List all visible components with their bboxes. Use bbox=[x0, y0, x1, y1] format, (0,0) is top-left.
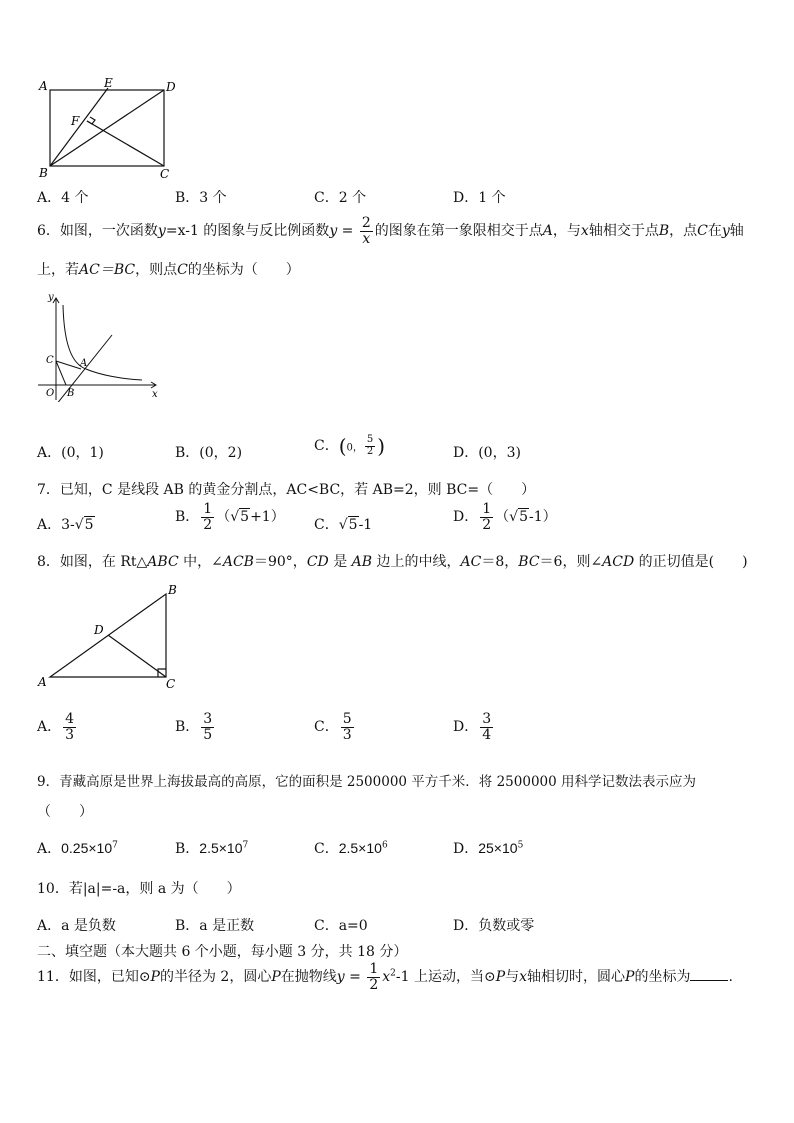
q11-stem: 11．如图，已知⊙P的半径为 2，圆心P在抛物线y = $\frac{1}{2}$ $x^2-1$ 上运动，当⊙P与x轴相切时，圆心P的坐标为 . bbox=[37, 961, 733, 993]
label-A: A bbox=[39, 79, 48, 93]
label-C: C bbox=[166, 677, 176, 691]
q7-option-d: D． $\frac{1}{2}$ （√5-1） bbox=[453, 501, 557, 533]
label-B: B bbox=[67, 388, 75, 399]
q6-option-a: A．(0，1) bbox=[37, 445, 104, 461]
label-C: C bbox=[160, 167, 170, 181]
q9-option-b: B．$2.5\times 10^7$ bbox=[175, 840, 249, 857]
label-B: B bbox=[39, 166, 48, 180]
q8-option-a: A． $\frac{4}{3}$ bbox=[37, 711, 75, 743]
q6-option-b: B．(0，2) bbox=[175, 445, 243, 461]
right-angle-mark bbox=[87, 117, 95, 124]
q9-paren: （ ） bbox=[37, 804, 93, 820]
q9-stem: 9．青藏高原是世界上海拔最高的高原，它的面积是 2500000 平方千米．将 2500000 用科学记数法表示应为 bbox=[37, 774, 697, 790]
q8-stem: 8．如图，在 Rt△ABC 中，∠ACB＝90°，CD 是 AB 边上的中线，AC＝8，BC＝6，则∠ACD 的正切值是( ) bbox=[37, 554, 748, 570]
q9-option-a: A．$0.25\times 10^7$ bbox=[37, 840, 118, 857]
q6-graph-figure bbox=[36, 290, 166, 402]
q6-option-d: D．(0，3) bbox=[453, 445, 521, 461]
q9-option-d: D．$25\times 10^5$ bbox=[453, 840, 524, 857]
segment-ca bbox=[56, 361, 81, 369]
q7-option-a: A．3-√5 bbox=[37, 517, 94, 533]
q10-option-a: A．a 是负数 bbox=[37, 918, 116, 934]
diagonal-bd bbox=[50, 90, 164, 166]
label-C: C bbox=[46, 355, 54, 366]
q5-option-a: A．4 个 bbox=[37, 190, 89, 206]
segment-cf bbox=[87, 121, 164, 166]
q6-option-c: C．(0， $\frac{5}{2}$ ) bbox=[314, 434, 386, 458]
q8-option-b: B． $\frac{3}{5}$ bbox=[175, 711, 213, 743]
section-fill-in-heading: 二、填空题（本大题共 6 个小题，每小题 3 分，共 18 分） bbox=[37, 944, 408, 960]
label-E: E bbox=[104, 76, 113, 90]
median-cd bbox=[108, 635, 166, 677]
q9-option-c: C．$2.5\times 10^6$ bbox=[314, 840, 388, 857]
label-A: A bbox=[38, 675, 47, 689]
label-B: B bbox=[168, 583, 177, 597]
label-O: O bbox=[46, 388, 55, 399]
q10-option-c: C．a=0 bbox=[314, 918, 368, 934]
q5-rectangle-figure bbox=[36, 76, 186, 182]
q5-option-d: D．1 个 bbox=[453, 190, 506, 206]
label-D: D bbox=[94, 623, 104, 637]
segment-cb bbox=[56, 361, 66, 385]
q5-option-c: C．2 个 bbox=[314, 190, 367, 206]
q10-option-d: D．负数或零 bbox=[453, 918, 535, 934]
q7-option-b: B． $\frac{1}{2}$ （√5+1） bbox=[175, 501, 285, 533]
q8-option-c: C． $\frac{5}{3}$ bbox=[314, 711, 352, 743]
q6-stem-line1: 6．如图，一次函数y=x-1 的图象与反比例函数y = $\frac{2}{x}$ 的图象在第一象限相交于点A，与x轴相交于点B，点C在y轴 bbox=[37, 215, 744, 247]
q10-option-b: B．a 是正数 bbox=[175, 918, 255, 934]
q7-stem: 7．已知，C 是线段 AB 的黄金分割点，AC<BC，若 AB=2，则 BC=（ ） bbox=[37, 482, 536, 498]
q6-fraction-2-over-x: $\frac{2}{x}$ bbox=[361, 215, 371, 247]
q8-option-d: D． $\frac{3}{4}$ bbox=[453, 711, 492, 743]
q7-option-c: C．√5-1 bbox=[314, 517, 373, 533]
q8-triangle-figure bbox=[36, 580, 186, 692]
label-A: A bbox=[80, 358, 88, 369]
label-y: y bbox=[48, 292, 54, 303]
hyperbola-curve bbox=[63, 305, 142, 380]
q10-stem: 10．若|a|=-a，则 a 为（ ） bbox=[37, 881, 241, 897]
q11-answer-blank[interactable] bbox=[690, 980, 728, 981]
q6-stem-line2: 上，若AC＝BC，则点C的坐标为（ ） bbox=[37, 262, 300, 278]
label-D: D bbox=[166, 80, 176, 94]
label-F: F bbox=[71, 114, 80, 128]
label-x: x bbox=[152, 389, 158, 400]
q5-option-b: B．3 个 bbox=[175, 190, 227, 206]
